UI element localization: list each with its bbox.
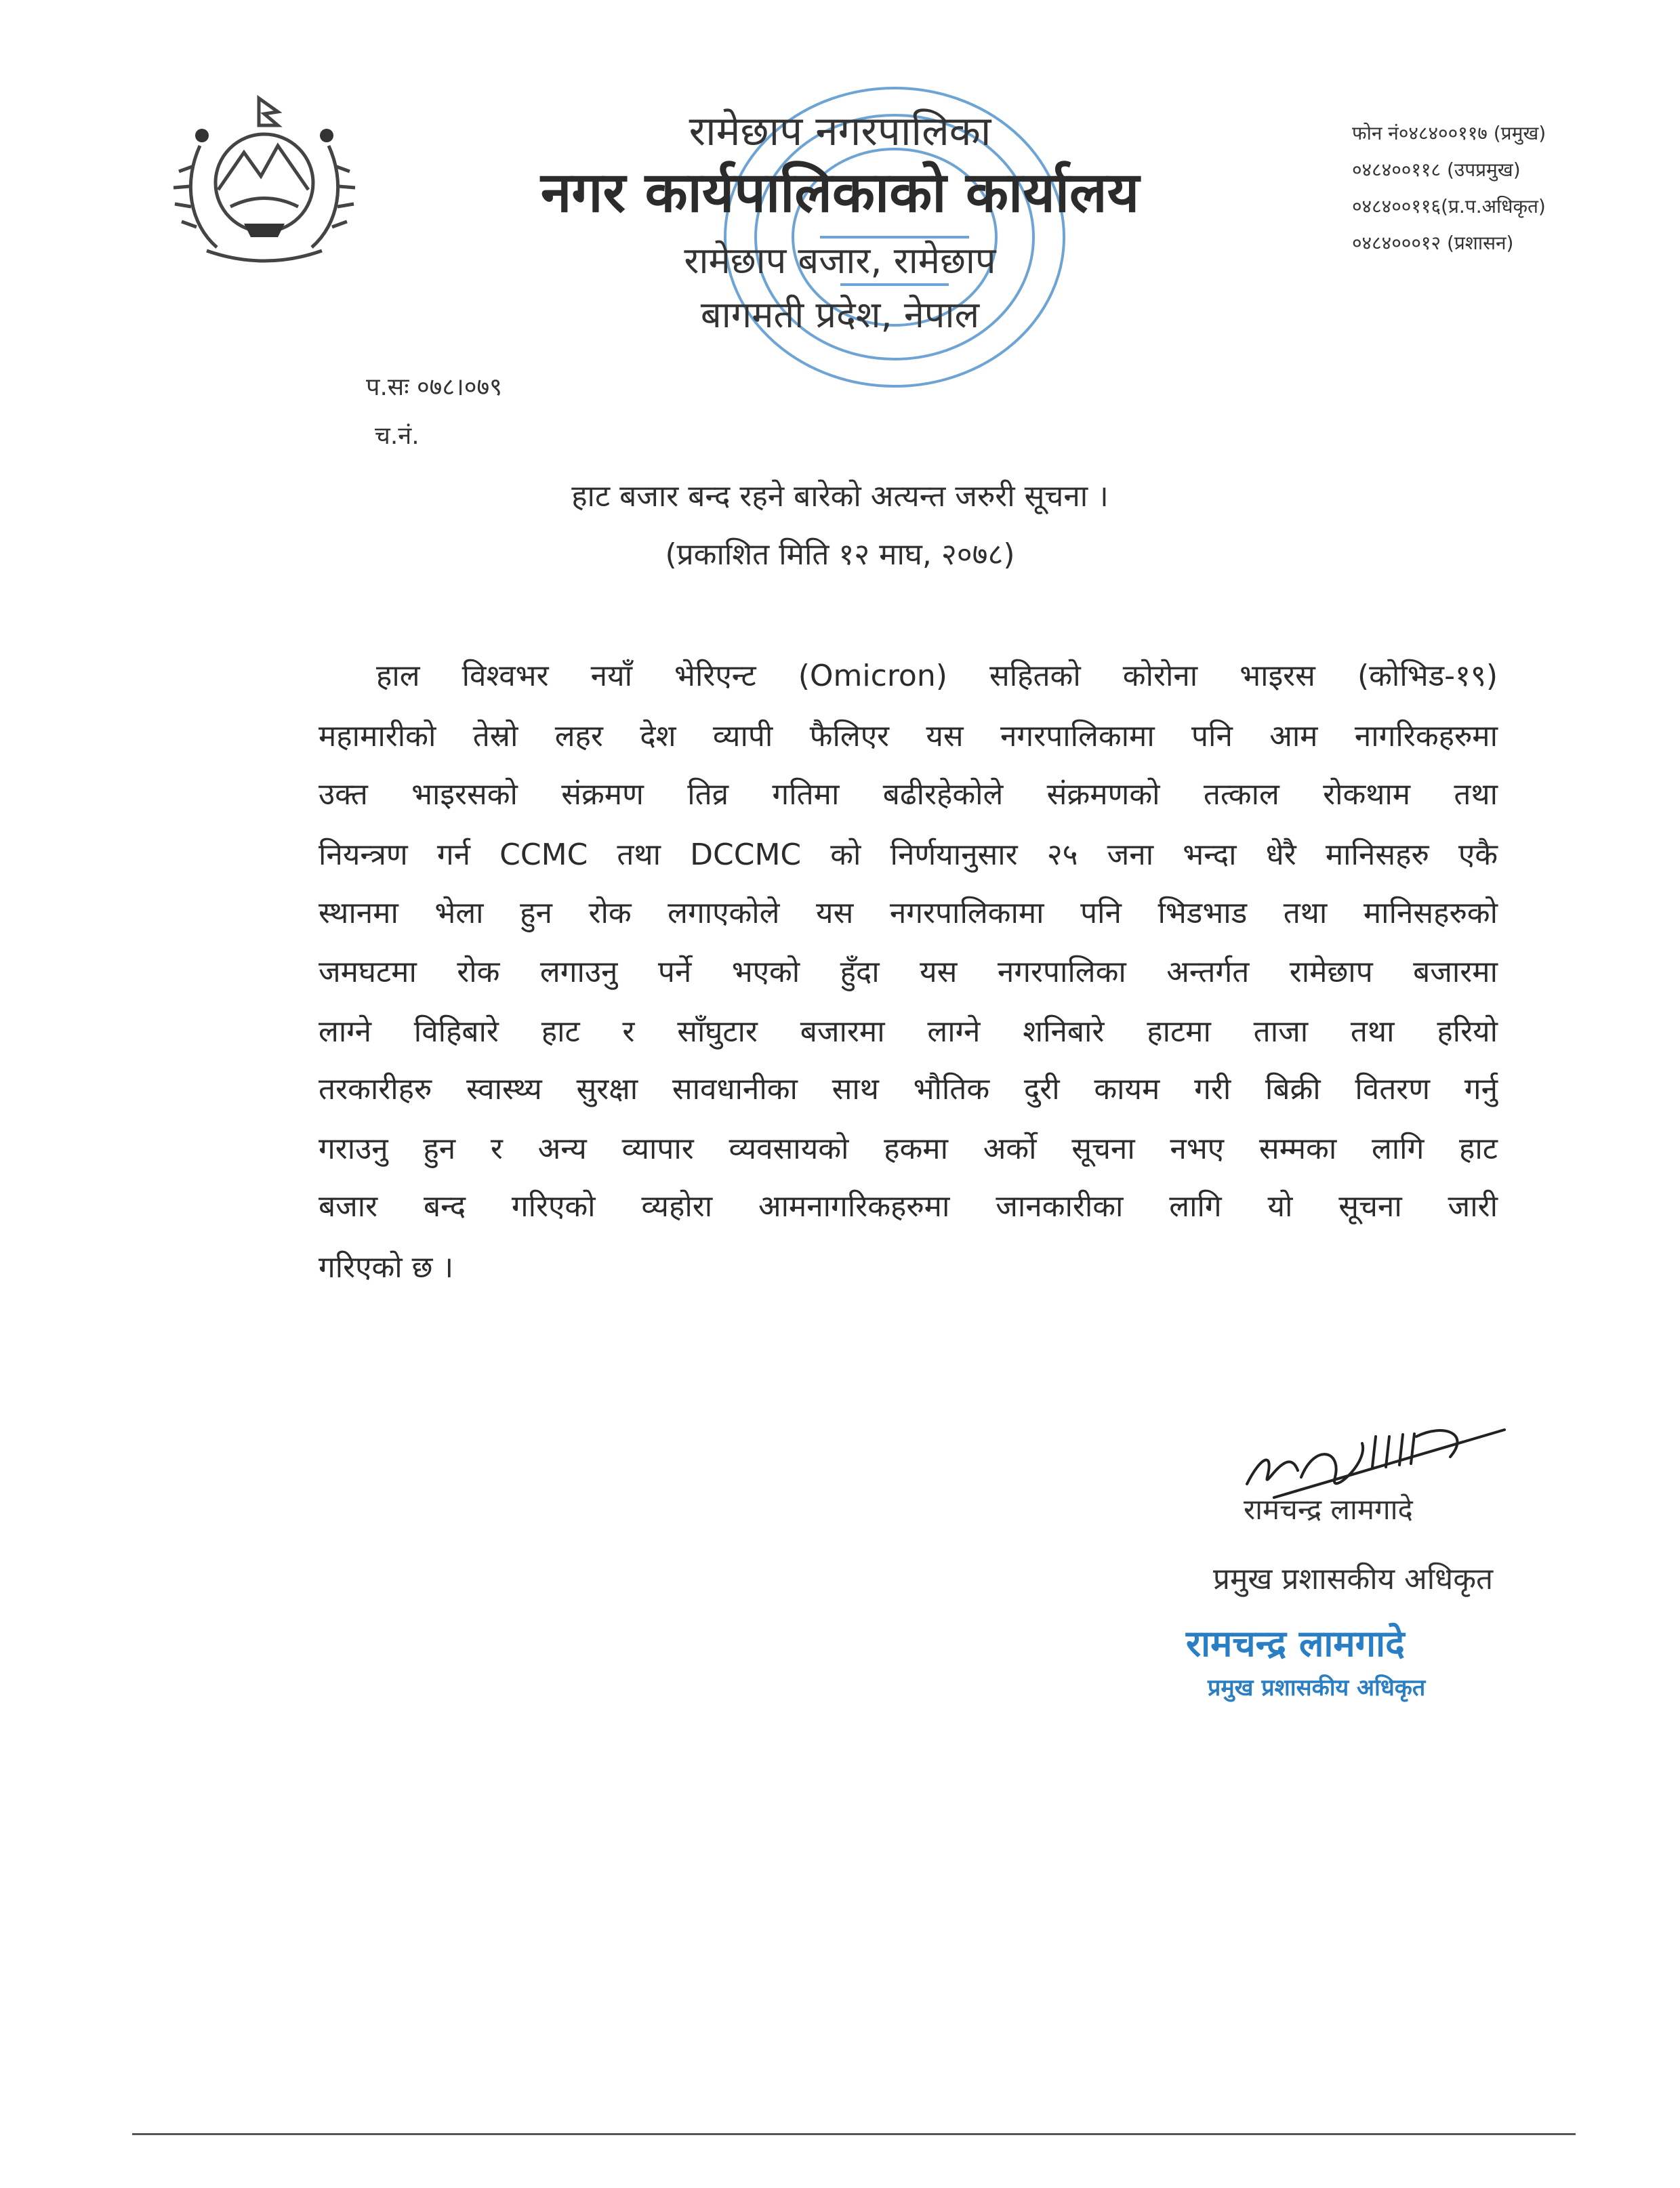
body-line: लाग्ने विहिबारे हाट र साँघुटार बजारमा लाग्ने शनिबारे हाटमा ताजा तथा हरियो <box>319 1014 1498 1049</box>
body-line: गराउनु हुन र अन्य व्यापार व्यवसायको हकमा अर्को सूचना नभए सम्मका लागि हाट <box>319 1132 1498 1166</box>
office-name: नगर कार्यपालिकाको कार्यालय <box>540 161 1140 225</box>
phone-chief: फोन नं०४८४००११७ (प्रमुख) <box>1352 122 1546 144</box>
body-line: बजार बन्द गरिएको व्यहोरा आमनागरिकहरुमा जानकारीका लागि यो सूचना जारी <box>319 1189 1498 1224</box>
body-line: तरकारीहरु स्वास्थ्य सुरक्षा सावधानीका साथ भौतिक दुरी कायम गरी बिक्री वितरण गर्नु <box>319 1072 1498 1107</box>
phone-cao: ०४८४००११६(प्र.प.अधिकृत) <box>1352 195 1546 218</box>
phone-list <box>1352 115 1546 262</box>
footer-rule <box>132 2133 1576 2135</box>
address-line-1: रामेछाप बजार, रामेछाप <box>684 239 996 282</box>
published-date: (प्रकाशित मिति १२ माघ, २०७८) <box>665 537 1015 572</box>
body-line: नियन्त्रण गर्न CCMC तथा DCCMC को निर्णयानुसार २५ जना भन्दा धेरै मानिसहरु एकै <box>319 838 1498 872</box>
letter-reference-number: प.सः ०७८।०७९ <box>366 373 502 401</box>
body-line: महामारीको तेस्रो लहर देश व्यापी फैलिएर यस नगरपालिकामा पनि आम नागरिकहरुमा <box>319 719 1498 754</box>
stamp-officer-name: रामचन्द्र लामगादे <box>1186 1622 1405 1665</box>
municipality-name: रामेछाप नगरपालिका <box>689 108 991 155</box>
phone-administration: ०४८४०००१२ (प्रशासन) <box>1352 232 1514 254</box>
body-line: गरिएको छ । <box>319 1250 454 1285</box>
signatory-designation: प्रमुख प्रशासकीय अधिकृत <box>1213 1562 1494 1596</box>
body-line: स्थानमा भेला हुन रोक लगाएकोले यस नगरपालिकामा पनि भिडभाड तथा मानिसहरुको <box>319 896 1498 930</box>
body-line: उक्त भाइरसको संक्रमण तिव्र गतिमा बढीरहेकोले संक्रमणको तत्काल रोकथाम तथा <box>319 777 1498 812</box>
signatory-name: रामचन्द्र लामगादे <box>1244 1493 1413 1526</box>
body-line: हाल विश्वभर नयाँ भेरिएन्ट (Omicron) सहितको कोरोना भाइरस (कोभिड-१९) <box>376 659 1498 693</box>
address-line-2: बागमती प्रदेश, नेपाल <box>700 293 980 336</box>
phone-deputy-chief: ०४८४००११८ (उपप्रमुख) <box>1352 159 1521 181</box>
body-line: जमघटमा रोक लगाउनु पर्ने भएको हुँदा यस नगरपालिका अन्तर्गत रामेछाप बजारमा <box>319 955 1498 989</box>
notice-title: हाट बजार बन्द रहने बारेको अत्यन्त जरुरी सूचना । <box>571 479 1109 514</box>
dispatch-number: च.नं. <box>375 422 419 450</box>
stamp-officer-designation: प्रमुख प्रशासकीय अधिकृत <box>1208 1674 1426 1701</box>
